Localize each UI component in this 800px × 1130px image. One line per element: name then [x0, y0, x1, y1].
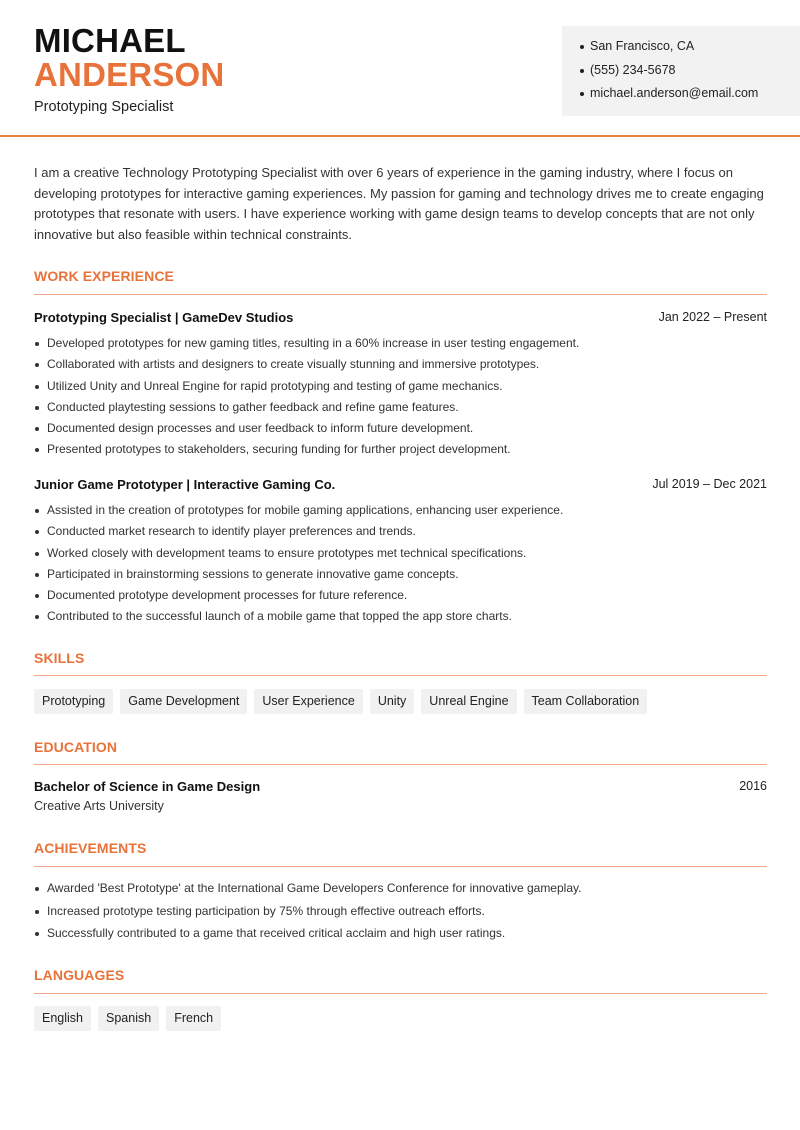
profile-summary: I am a creative Technology Prototyping Specialist with over 6 years of experience in the gaming industry, where I focus on developing prototypes for interactive gaming experiences. My passion for gaming and technology drives me to create engaging prototypes that resonate with users. I have experience working with game design teams to develop concepts that are not only innovative but also feasible within technical constraints. — [34, 165, 764, 243]
section-divider — [34, 866, 767, 867]
list-item: Successfully contributed to a game that received critical acclaim and high user ratings. — [34, 925, 767, 948]
work-experience-heading: WORK EXPERIENCE — [34, 268, 174, 284]
skill-tag: Game Development — [120, 689, 247, 714]
list-item: Collaborated with artists and designers to create visually stunning and immersive prototypes. — [34, 356, 767, 377]
job-dates: Jul 2019 – Dec 2021 — [652, 477, 767, 491]
list-item: Contributed to the successful launch of a mobile game that topped the app store charts. — [34, 608, 767, 629]
list-item: Worked closely with development teams to ensure prototypes met technical specifications. — [34, 545, 767, 566]
list-item: Conducted playtesting sessions to gather feedback and refine game features. — [34, 399, 767, 420]
skill-tag: Unity — [370, 689, 414, 714]
job-dates: Jan 2022 – Present — [658, 310, 767, 324]
list-item: Awarded 'Best Prototype' at the International Game Developers Conference for innovative gameplay. — [34, 880, 767, 903]
section-divider — [34, 675, 767, 676]
job-header — [34, 310, 767, 325]
first-name: MICHAEL — [34, 22, 186, 59]
contact-email: michael.anderson@email.com — [580, 85, 800, 109]
skill-tag: Unreal Engine — [421, 689, 516, 714]
section-divider — [34, 764, 767, 765]
contact-box — [562, 26, 800, 116]
school-name: Creative Arts University — [34, 799, 164, 813]
skills-heading: SKILLS — [34, 650, 85, 666]
language-tag: Spanish — [98, 1006, 159, 1031]
achievement-bullets — [34, 880, 767, 948]
section-divider — [34, 294, 767, 295]
skill-tag: Prototyping — [34, 689, 113, 714]
skill-tag: User Experience — [254, 689, 362, 714]
achievements-heading: ACHIEVEMENTS — [34, 840, 147, 856]
list-item: Conducted market research to identify player preferences and trends. — [34, 523, 767, 544]
list-item: Developed prototypes for new gaming titles, resulting in a 60% increase in user testing engagement. — [34, 335, 767, 356]
language-tag: English — [34, 1006, 91, 1031]
resume-header — [0, 0, 800, 137]
skill-tag: Team Collaboration — [524, 689, 648, 714]
job-role: Prototyping Specialist | GameDev Studios — [34, 310, 294, 325]
job-bullets — [34, 502, 767, 630]
graduation-year: 2016 — [739, 779, 767, 793]
list-item: Assisted in the creation of prototypes for mobile gaming applications, enhancing user experience. — [34, 502, 767, 523]
list-item: Documented design processes and user feedback to inform future development. — [34, 420, 767, 441]
job-role: Junior Game Prototyper | Interactive Gaming Co. — [34, 477, 336, 492]
candidate-name — [34, 24, 224, 92]
list-item: Documented prototype development processes for future reference. — [34, 587, 767, 608]
skills-tags — [34, 689, 647, 714]
language-tags — [34, 1006, 221, 1031]
languages-heading: LANGUAGES — [34, 967, 125, 983]
job-bullets — [34, 335, 767, 463]
contact-location: San Francisco, CA — [580, 38, 800, 62]
list-item: Utilized Unity and Unreal Engine for rapid prototyping and testing of game mechanics. — [34, 378, 767, 399]
contact-phone: (555) 234-5678 — [580, 62, 800, 86]
section-divider — [34, 993, 767, 994]
job-title: Prototyping Specialist — [34, 99, 174, 115]
education-heading: EDUCATION — [34, 739, 118, 755]
job-header — [34, 477, 767, 492]
list-item: Presented prototypes to stakeholders, securing funding for further project development. — [34, 441, 767, 462]
degree: Bachelor of Science in Game Design — [34, 779, 261, 794]
last-name: ANDERSON — [34, 56, 225, 93]
education-header — [34, 779, 767, 794]
list-item: Participated in brainstorming sessions to generate innovative game concepts. — [34, 566, 767, 587]
list-item: Increased prototype testing participation by 75% through effective outreach efforts. — [34, 903, 767, 926]
language-tag: French — [166, 1006, 221, 1031]
